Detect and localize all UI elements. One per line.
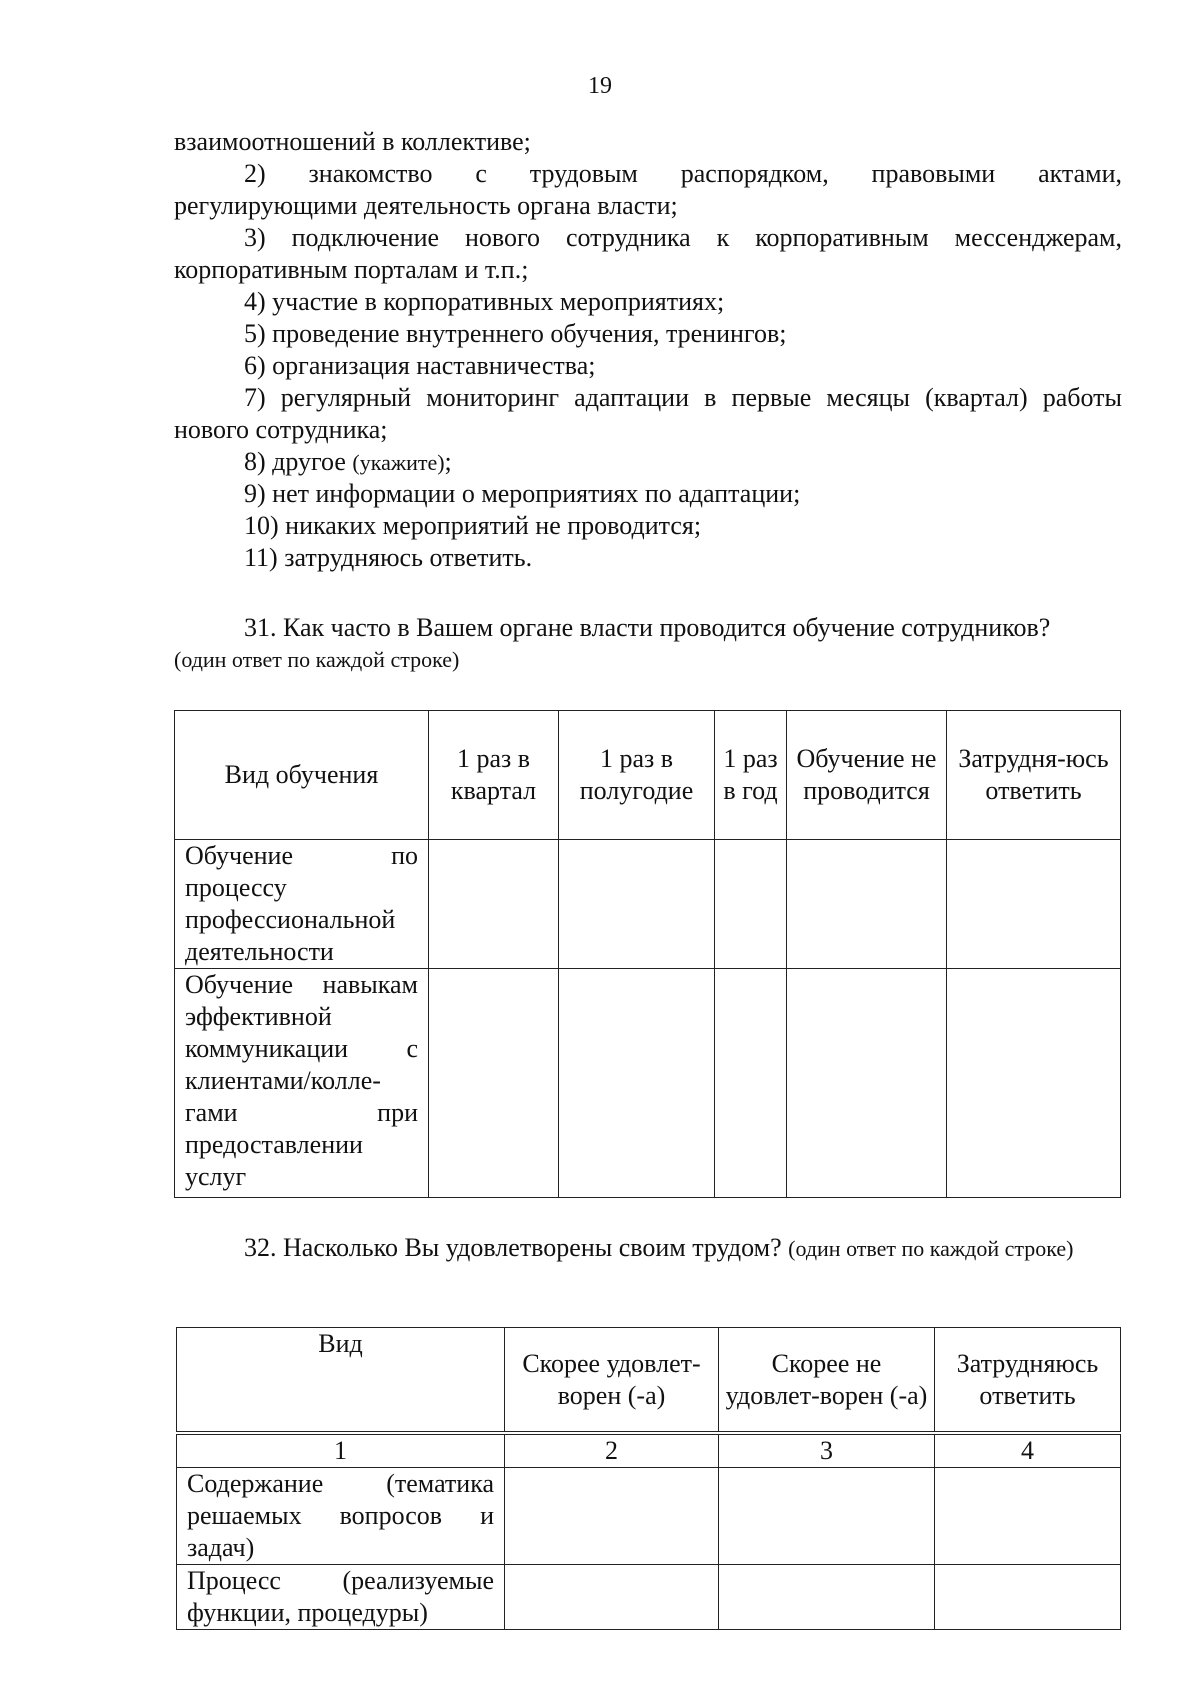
answer-cell[interactable] bbox=[787, 840, 947, 969]
column-header: Обучение не проводится bbox=[787, 711, 947, 840]
list-item: 7) регулярный мониторинг адаптации в первые месяцы (квартал) работы bbox=[244, 383, 1122, 412]
column-header: 1 раз в год bbox=[715, 711, 787, 840]
column-header: Скорее не удовлет-ворен (-а) bbox=[719, 1328, 935, 1434]
column-number-row bbox=[177, 1433, 1121, 1468]
column-number: 2 bbox=[505, 1433, 719, 1468]
answer-cell[interactable] bbox=[935, 1468, 1121, 1565]
list-item: 5) проведение внутреннего обучения, тренингов; bbox=[244, 319, 787, 348]
answer-cell[interactable] bbox=[505, 1468, 719, 1565]
answer-cell[interactable] bbox=[559, 840, 715, 969]
list-item: 11) затрудняюсь ответить. bbox=[244, 543, 533, 572]
answer-cell[interactable] bbox=[715, 840, 787, 969]
column-header: Вид обучения bbox=[175, 711, 429, 840]
column-header: Затрудняюсь ответить bbox=[935, 1328, 1121, 1434]
question-32-text: 32. Насколько Вы удовлетворены своим трудом? bbox=[244, 1233, 782, 1262]
question-32-text-line bbox=[174, 1232, 1122, 1264]
page-number: 19 bbox=[588, 73, 612, 99]
question-31-text: 31. Как часто в Вашем органе власти проводится обучение сотрудников? bbox=[244, 613, 1051, 642]
list-item-continuation: регулирующими деятельность органа власти; bbox=[174, 191, 678, 220]
answer-cell[interactable] bbox=[559, 969, 715, 1198]
column-header: Вид bbox=[177, 1328, 505, 1434]
question-32-table bbox=[176, 1327, 1121, 1630]
question-31 bbox=[174, 612, 1122, 676]
column-header: Затрудня-юсь ответить bbox=[947, 711, 1121, 840]
answer-cell[interactable] bbox=[935, 1565, 1121, 1630]
list-item-tail: ; bbox=[444, 447, 452, 476]
continuation-line: взаимоотношений в коллективе; bbox=[174, 127, 531, 156]
answer-cell[interactable] bbox=[719, 1468, 935, 1565]
list-item: 10) никаких мероприятий не проводится; bbox=[244, 511, 702, 540]
answer-cell[interactable] bbox=[719, 1565, 935, 1630]
column-number: 1 bbox=[177, 1433, 505, 1468]
answer-cell[interactable] bbox=[947, 969, 1121, 1198]
table-row bbox=[175, 969, 1121, 1198]
question-31-note: (один ответ по каждой строке) bbox=[174, 647, 460, 672]
list-item: 3) подключение нового сотрудника к корпоративным мессенджерам, bbox=[244, 223, 1122, 252]
row-label: Обучение навыкам эффективной коммуникации с клиентами/колле-гами при предоставлении услуг bbox=[175, 969, 429, 1198]
row-label: Процесс (реализуемые функции, процедуры) bbox=[177, 1565, 505, 1630]
column-header: Скорее удовлет-ворен (-а) bbox=[505, 1328, 719, 1434]
list-item bbox=[174, 446, 1122, 478]
table-row bbox=[175, 840, 1121, 969]
row-label: Обучение по процессу профессиональной деятельности bbox=[175, 840, 429, 969]
answer-cell[interactable] bbox=[429, 840, 559, 969]
table-header-row bbox=[175, 711, 1121, 840]
question-32-note: (один ответ по каждой строке) bbox=[788, 1236, 1074, 1261]
answer-cell[interactable] bbox=[787, 969, 947, 1198]
list-item-continuation: корпоративным порталам и т.п.; bbox=[174, 255, 529, 284]
list-item-continuation: нового сотрудника; bbox=[174, 415, 388, 444]
list-item-note: (укажите) bbox=[352, 450, 445, 475]
answer-cell[interactable] bbox=[715, 969, 787, 1198]
list-item: 6) организация наставничества; bbox=[244, 351, 596, 380]
adaptation-list bbox=[174, 126, 1122, 574]
table-header-row bbox=[177, 1328, 1121, 1434]
list-item: 2) знакомство с трудовым распорядком, правовыми актами, bbox=[244, 159, 1122, 188]
table-row bbox=[177, 1565, 1121, 1630]
list-item-text: 8) другое bbox=[244, 447, 353, 476]
column-number: 4 bbox=[935, 1433, 1121, 1468]
answer-cell[interactable] bbox=[947, 840, 1121, 969]
table-row bbox=[177, 1468, 1121, 1565]
list-item: 9) нет информации о мероприятиях по адаптации; bbox=[244, 479, 801, 508]
column-number: 3 bbox=[719, 1433, 935, 1468]
column-header: 1 раз в полугодие bbox=[559, 711, 715, 840]
row-label: Содержание (тематика решаемых вопросов и задач) bbox=[177, 1468, 505, 1565]
answer-cell[interactable] bbox=[429, 969, 559, 1198]
column-header: 1 раз в квартал bbox=[429, 711, 559, 840]
question-31-table bbox=[174, 710, 1121, 1198]
answer-cell[interactable] bbox=[505, 1565, 719, 1630]
question-32 bbox=[174, 1232, 1122, 1264]
list-item: 4) участие в корпоративных мероприятиях; bbox=[244, 287, 725, 316]
